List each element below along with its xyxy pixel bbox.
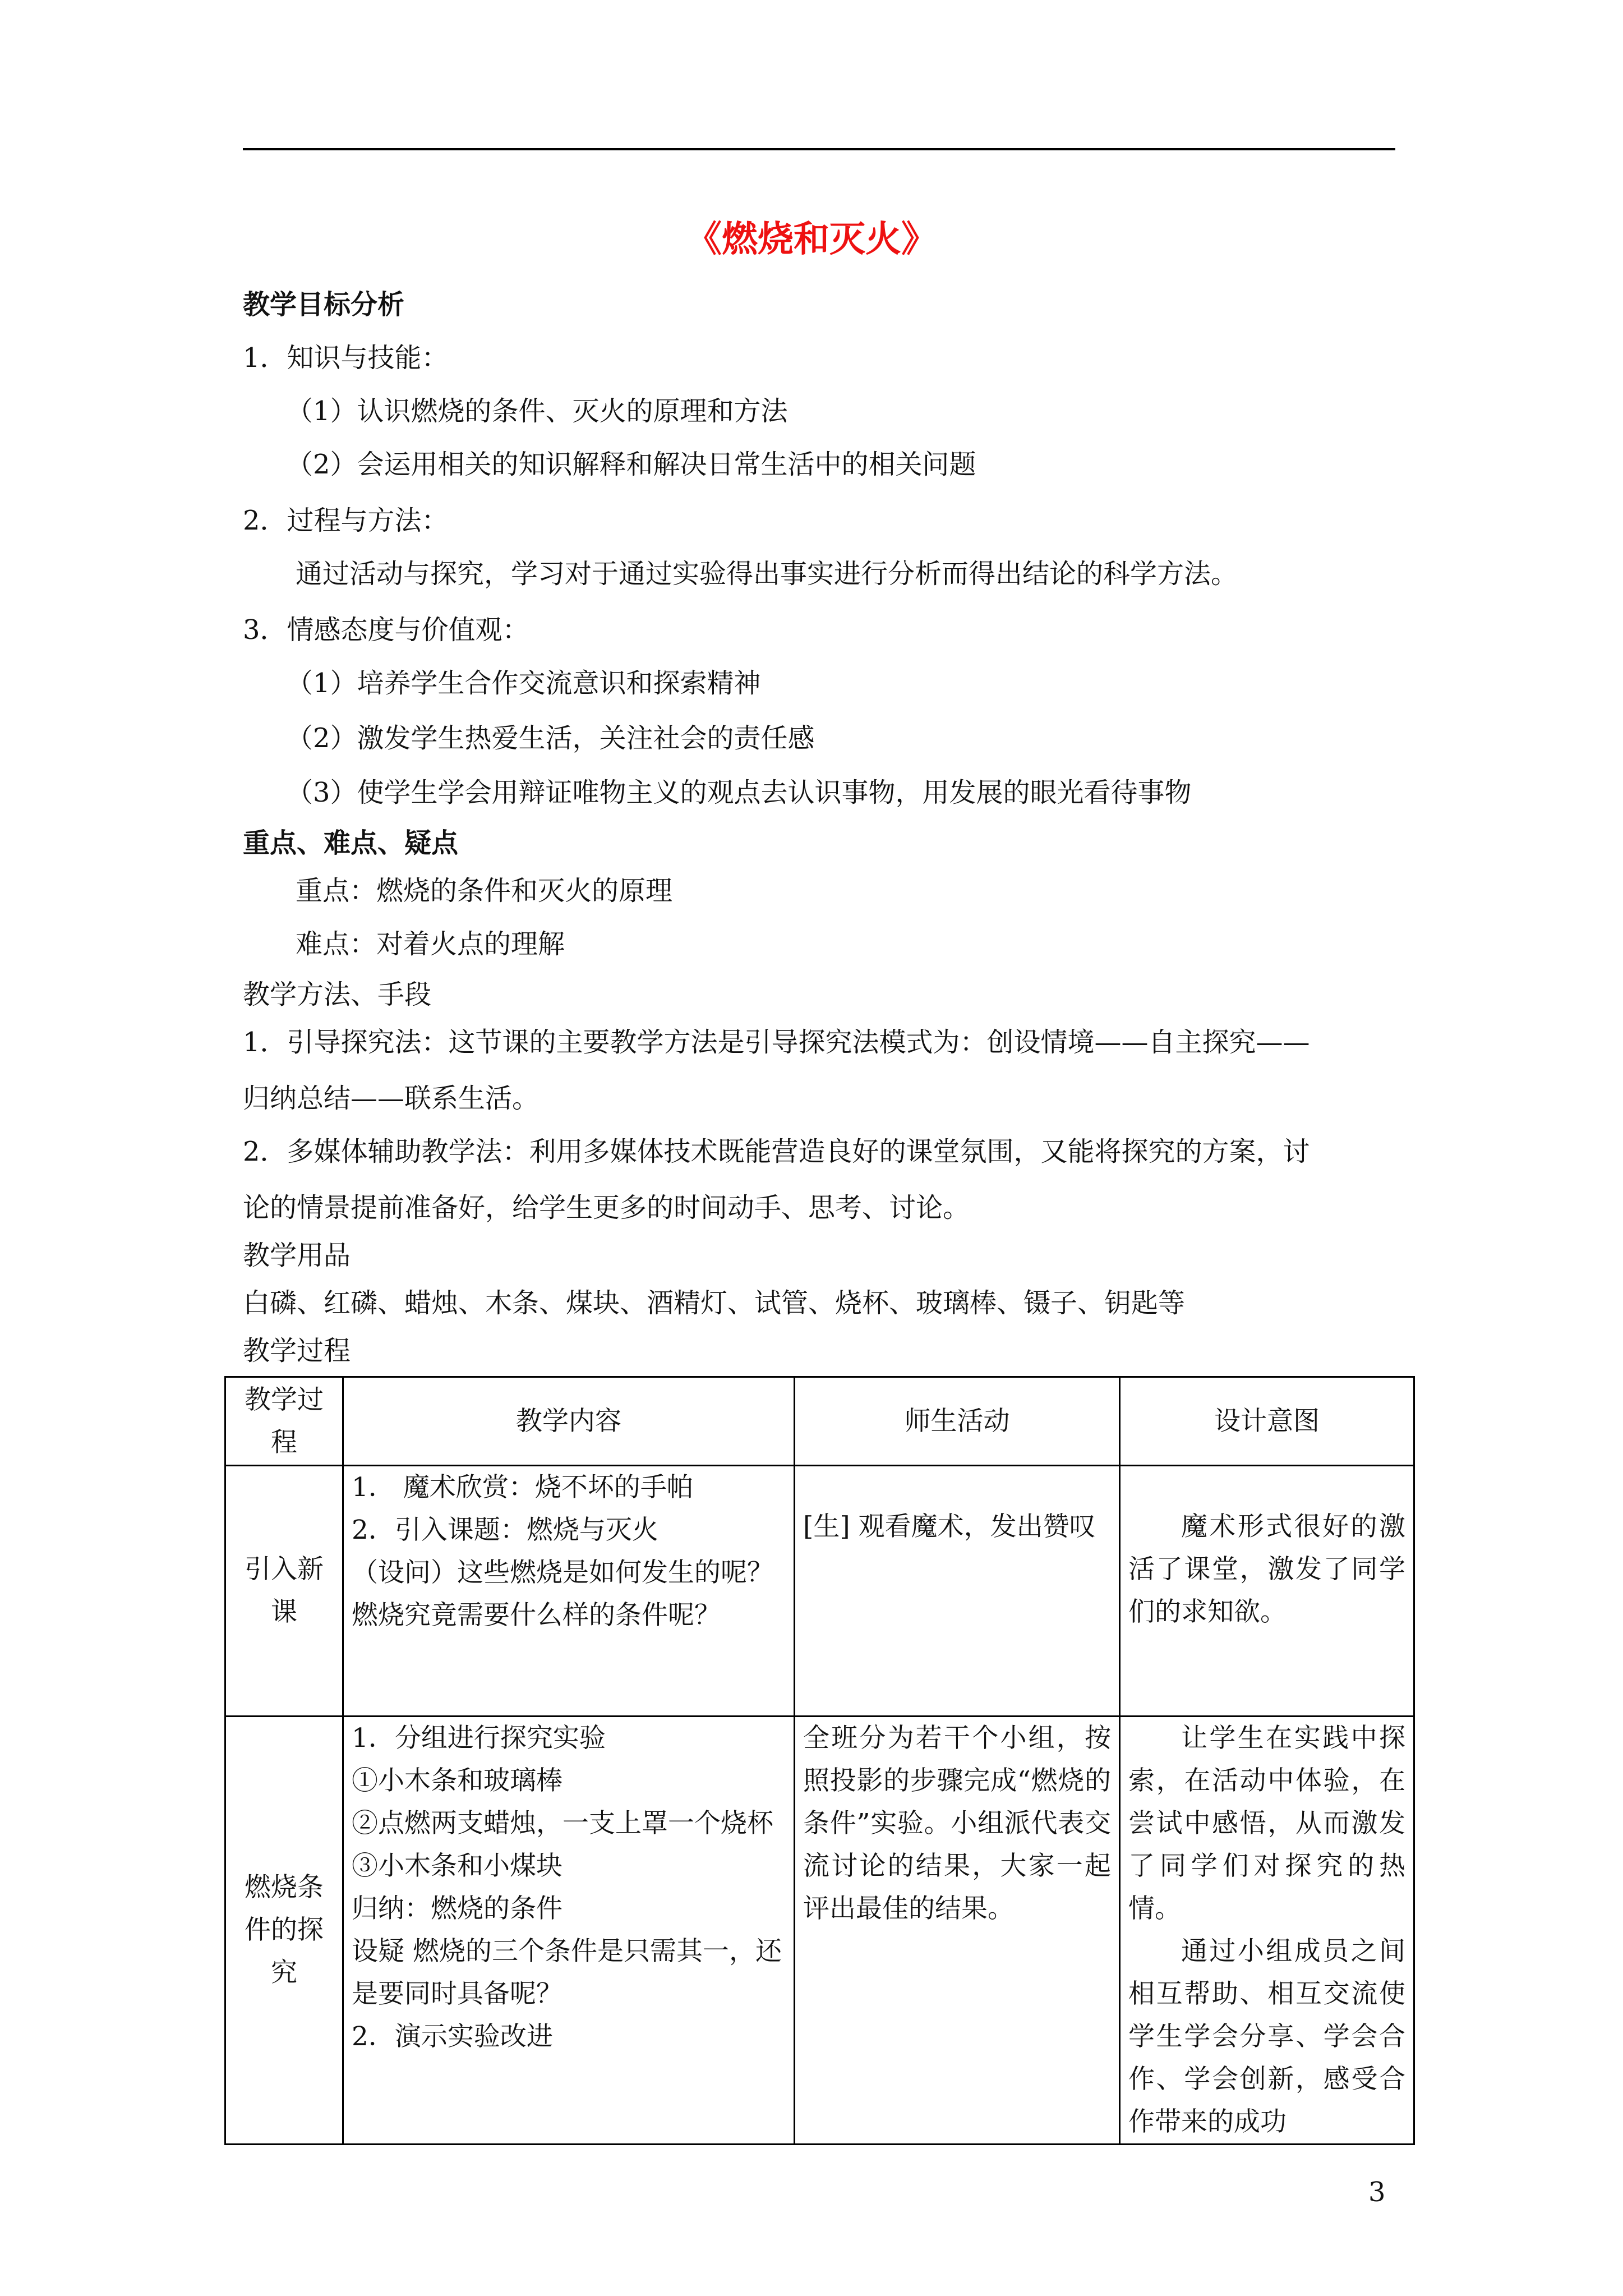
header-stage: 教学过程 [225,1377,343,1466]
supplies-list: 白磷、红磷、蜡烛、木条、煤块、酒精灯、试管、烧杯、玻璃棒、镊子、钥匙等 [243,1287,1186,1319]
method-2-line-1: 2．多媒体辅助教学法：利用多媒体技术既能营造良好的课堂氛围，又能将探究的方案，讨 [243,1136,1310,1167]
content-line: 2．演示实验改进 [352,2021,553,2052]
objective-attitude-1: （1）培养学生合作交流意识和探索精神 [286,668,761,699]
objective-attitude-3: （3）使学生学会用辩证唯物主义的观点去认识事物，用发展的眼光看待事物 [286,777,1192,808]
row-content [343,1717,795,2145]
content-line: ③小木条和小煤块 [352,1851,562,1881]
objective-attitude-2: （2）激发学生热爱生活，关注社会的责任感 [286,723,815,754]
key-point-difficulty: 难点：对着火点的理解 [296,928,565,960]
document-title: 《燃烧和灭火》 [686,219,937,260]
table-row [225,1717,1414,2145]
row-stage: 引入新课 [225,1466,343,1717]
objective-knowledge-1: （1）认识燃烧的条件、灭火的原理和方法 [286,395,788,427]
objective-knowledge: 1．知识与技能： [243,342,449,374]
row-intent: 魔术形式很好的激活了课堂，激发了同学们的求知欲。 [1120,1466,1414,1717]
supplies-heading: 教学用品 [243,1240,351,1271]
header-intent: 设计意图 [1120,1377,1414,1466]
teaching-process-table [224,1376,1415,2145]
row-content [343,1466,795,1717]
table-header-row [225,1377,1414,1466]
row-intent [1120,1717,1414,2145]
key-point-focus: 重点：燃烧的条件和灭火的原理 [296,875,673,907]
content-line: 1． 魔术欣赏：烧不坏的手帕 [352,1472,693,1503]
content-line: 归纳：燃烧的条件 [352,1893,562,1924]
method-1-line-2: 归纳总结——联系生活。 [243,1083,540,1114]
method-1-line-1: 1．引导探究法：这节课的主要教学方法是引导探究法模式为：创设情境——自主探究—— [243,1027,1310,1058]
row-activity: [生] 观看魔术，发出赞叹 [795,1466,1120,1717]
content-line: 设疑 燃烧的三个条件是只需其一，还是要同时具备呢？ [352,1936,782,2009]
row-stage: 燃烧条件的探究 [225,1717,343,2145]
process-heading: 教学过程 [243,1335,351,1366]
content-line: （设问）这些燃烧是如何发生的呢？燃烧究竟需要什么样的条件呢？ [352,1557,773,1631]
content-line: 2．引入课题：燃烧与灭火 [352,1515,658,1545]
method-2-line-2: 论的情景提前准备好，给学生更多的时间动手、思考、讨论。 [243,1192,970,1223]
intent-paragraph: 让学生在实践中探索，在活动中体验，在尝试中感悟，从而激发了同学们对探究的热情。 [1128,1723,1405,1924]
header-content: 教学内容 [343,1377,795,1466]
content-line: 1．分组进行探究实验 [352,1723,606,1754]
row-activity: 全班分为若干个小组，按照投影的步骤完成“燃烧的条件”实验。小组派代表交流讨论的结果，大家一起评出最佳的结果。 [795,1717,1120,2145]
content-line: ②点燃两支蜡烛，一支上罩一个烧杯 [352,1808,773,1839]
table-row [225,1466,1414,1717]
intent-paragraph: 通过小组成员之间相互帮助、相互交流使学生学会分享、学会合作、学会创新，感受合作带来的成功 [1128,1936,1405,2137]
header-activity: 师生活动 [795,1377,1120,1466]
header-rule [243,148,1395,150]
objective-process: 2．过程与方法： [243,505,449,536]
objective-process-1: 通过活动与探究，学习对于通过实验得出事实进行分析而得出结论的科学方法。 [296,558,1238,590]
methods-heading: 教学方法、手段 [243,979,432,1010]
objective-attitude: 3．情感态度与价值观： [243,614,529,646]
content-line: ①小木条和玻璃棒 [352,1765,562,1796]
objectives-heading: 教学目标分析 [243,289,405,320]
objective-knowledge-2: （2）会运用相关的知识解释和解决日常生活中的相关问题 [286,449,976,480]
key-points-heading: 重点、难点、疑点 [243,827,459,859]
page-number: 3 [1368,2177,1386,2208]
